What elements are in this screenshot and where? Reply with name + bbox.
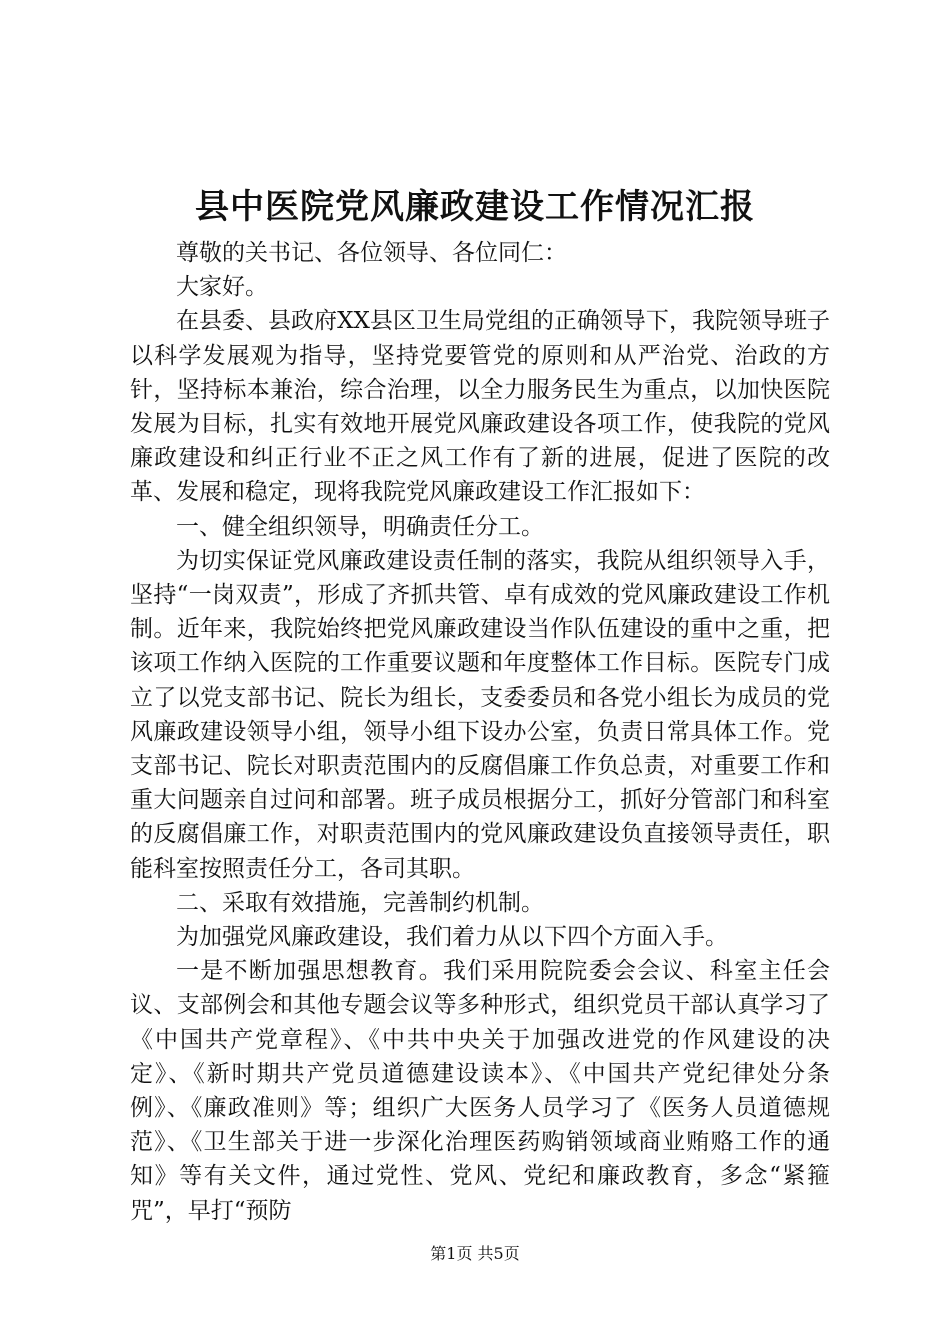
document-title: 县中医院党风廉政建设工作情况汇报: [195, 187, 755, 227]
salutation: 尊敬的关书记、各位领导、各位同仁：: [176, 240, 567, 266]
section-heading-1: 一、健全组织领导，明确责任分工。: [176, 513, 544, 540]
paragraph-intro: 在县委、县政府XX县区卫生局党组的正确领导下，我院领导班子以科学发展观为指导，坚持党要管党的原则和从严治党、治政的方针，坚持标本兼治，综合治理，以全力服务民生为重点，以加快医院发展为目标，扎实有效地开展党风廉政建设各项工作，使我院的党风廉政建设和纠正行业不正之风工作有了新的进展，促进了医院的改革、发展和稳定，现将我院党风廉政建设工作汇报如下：: [130, 308, 830, 506]
paragraph-section-2-intro: 为加强党风廉政建设，我们着力从以下四个方面入手。: [176, 924, 728, 951]
greeting: 大家好。: [176, 274, 268, 301]
paragraph-section-1: 为切实保证党风廉政建设责任制的落实，我院从组织领导入手，坚持“一岗双责”，形成了齐抓共管、卓有成效的党风廉政建设工作机制。近年来，我院始终把党风廉政建设当作队伍建设的重中之重，把该项工作纳入医院的工作重要议题和年度整体工作目标。医院专门成立了以党支部书记、院长为组长，支委委员和各党小组长为成员的党风廉政建设领导小组，领导小组下设办公室，负责日常具体工作。党支部书记、院长对职责范围内的反腐倡廉工作负总责，对重要工作和重大问题亲自过问和部署。班子成员根据分工，抓好分管部门和科室的反腐倡廉工作，对职责范围内的党风廉政建设负直接领导责任，职能科室按照责任分工，各司其职。: [130, 547, 830, 882]
page-number-footer: 第1页 共5页: [430, 1244, 520, 1263]
section-heading-2: 二、采取有效措施，完善制约机制。: [176, 889, 544, 916]
paragraph-section-2-point-1: 一是不断加强思想教育。我们采用院院委会会议、科室主任会议、支部例会和其他专题会议等多种形式，组织党员干部认真学习了《中国共产党章程》、《中共中央关于加强改进党的作风建设的决定》、《新时期共产党员道德建设读本》、《中国共产党纪律处分条例》、《廉政准则》等；组织广大医务人员学习了《医务人员道德规范》、《卫生部关于进一步深化治理医药购销领域商业贿赂工作的通知》等有关文件，通过党性、党风、党纪和廉政教育，多念“紧箍咒”，早打“预防: [130, 958, 830, 1224]
document-body: [130, 236, 830, 1228]
